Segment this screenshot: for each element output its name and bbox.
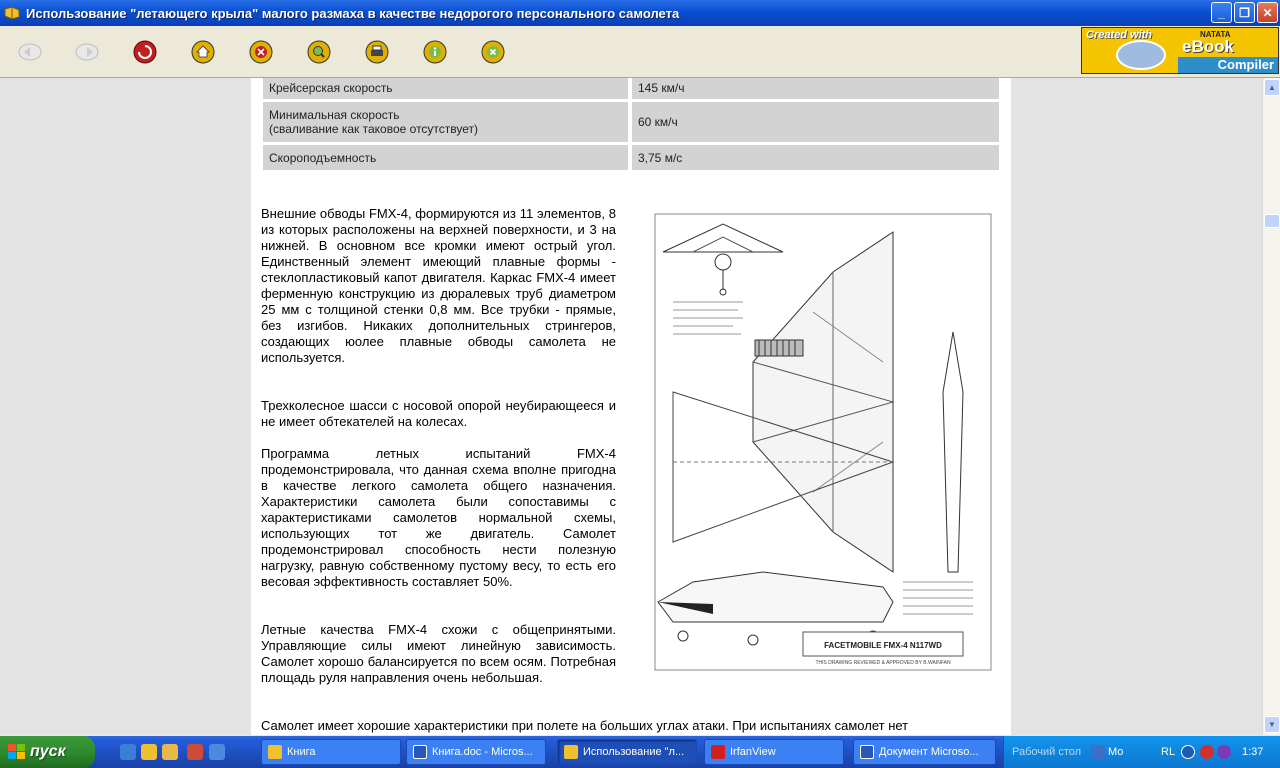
spec-row [263, 78, 999, 99]
clock: 1:37 [1242, 746, 1264, 758]
task-label: IrfanView [730, 746, 776, 758]
paragraph: Программа летных испытаний FMX-4 продемонстрировала, что данная схема вполне пригодна в качестве легкого самолета общего назначения. Характеристики самолета были сопоставимы с характеристиками самолетов нормальной схемы, использующих тот же двигатель. Самолет продемонстрировал способность нести полезную нагрузку, равную собственному пустому весу, то есть его весовая эффективность составляет 50%. [261, 446, 616, 589]
taskbar [0, 736, 1280, 768]
paragraph: Самолет имеет хорошие характеристики при полете на больших углах атаки. При испытаниях самолет нет [261, 718, 909, 733]
paragraph: Внешние обводы FMX-4, формируются из 11 элементов, 8 из которых расположены на верхней поверхности, и 3 на нижней. В основном все кромки имеют острый угол. Единственный элемент имеющий плавные формы - стеклопластиковый капот двигателя. Каркас FMX-4 имеет ферменную конструкцию из дюралевых труб диаметром 25 мм с толщиной стенки 0,8 мм. Все трубки - прямые, без изгибов. Никаких дополнительных стрингеров, создающих юолее плавные обводы самолета не используется. [261, 206, 616, 365]
back-icon[interactable] [18, 40, 42, 64]
scroll-thumb[interactable] [1264, 214, 1280, 228]
task-folder-kniga[interactable] [261, 739, 401, 765]
shutdown-icon[interactable] [133, 40, 157, 64]
start-label: пуск [30, 743, 66, 760]
spec-value: 60 км/ч [632, 102, 999, 142]
quicklaunch-folder-icon[interactable] [141, 744, 157, 760]
print-icon[interactable] [365, 40, 389, 64]
paragraph: Трехколесное шасси с носовой опорой неубирающееся и не имеет обтекателей на колесах. [261, 398, 616, 429]
drawing-subcaption: THIS DRAWING REVIEWED & APPROVED BY B.WAINFAN [815, 660, 951, 666]
task-label: Документ Microso... [879, 746, 979, 758]
vertical-scrollbar[interactable] [1262, 78, 1280, 735]
info-icon[interactable] [423, 40, 447, 64]
quicklaunch-explorer-icon[interactable] [162, 744, 178, 760]
scroll-down-button[interactable]: ▼ [1264, 716, 1280, 733]
word-icon [860, 745, 874, 759]
task-label: Использование "л... [583, 746, 685, 758]
system-tray [1003, 736, 1280, 768]
logo-brand-text: NATATA [1200, 30, 1231, 39]
task-ebook-active[interactable] [557, 739, 697, 765]
exit-icon[interactable] [481, 40, 505, 64]
window-title: Использование "летающего крыла" малого размаха в качестве недорогого персонального самолета [26, 5, 680, 21]
spec-label: Крейсерская скорость [263, 78, 628, 99]
spec-value: 145 км/ч [632, 78, 999, 99]
task-irfanview[interactable] [704, 739, 844, 765]
drawing-caption: FACETMOBILE FMX-4 N117WD [824, 641, 942, 650]
home-icon[interactable] [191, 40, 215, 64]
logo-created-text: Created with [1086, 29, 1153, 41]
task-word-document[interactable] [853, 739, 996, 765]
task-label: Книга [287, 746, 316, 758]
aircraft-drawing [653, 212, 993, 672]
spec-label [263, 102, 628, 142]
tray-volume-icon[interactable] [1217, 745, 1231, 759]
word-icon [413, 745, 427, 759]
tray-app-icon[interactable] [1200, 745, 1214, 759]
my-computer-icon[interactable] [1091, 745, 1105, 759]
task-word-kniga[interactable] [406, 739, 546, 765]
search-icon[interactable] [307, 40, 331, 64]
title-bar [0, 0, 1280, 26]
paragraph: Летные качества FMX-4 схожи с общепринятыми. Управляющие силы имеют линейную зависимость. Самолет хорошо балансируется по всем осям. Потребная площадь руля направления очень небольшая. [261, 622, 616, 685]
spec-label-line2: (сваливание как таковое отсутствует) [269, 122, 479, 136]
close-button[interactable]: ✕ [1257, 2, 1278, 23]
irfanview-icon [711, 745, 725, 759]
logo-compiler-text: Compiler [1178, 57, 1278, 73]
tray-arrow-icon[interactable] [1181, 745, 1195, 759]
ebook-compiler-logo[interactable] [1081, 27, 1279, 74]
spec-label-line1: Минимальная скорость [269, 108, 400, 122]
quicklaunch-ie-icon[interactable] [120, 744, 136, 760]
quicklaunch-browser-icon[interactable] [209, 744, 225, 760]
ebook-icon [564, 745, 578, 759]
disc-icon [1116, 40, 1166, 70]
maximize-button[interactable]: ❐ [1234, 2, 1255, 23]
my-toolbar-label[interactable]: Мо [1108, 746, 1124, 758]
quicklaunch-app-icon[interactable] [187, 744, 203, 760]
spec-row [263, 145, 999, 170]
windows-logo-icon [8, 744, 26, 760]
spec-row [263, 102, 999, 142]
stop-icon[interactable] [249, 40, 273, 64]
logo-product-text: eBook [1182, 37, 1234, 56]
minimize-button[interactable]: _ [1211, 2, 1232, 23]
ebook-app-icon [4, 5, 20, 21]
scroll-up-button[interactable]: ▲ [1264, 79, 1280, 96]
task-label: Книга.doc - Micros... [432, 746, 533, 758]
spec-value: 3,75 м/с [632, 145, 999, 170]
folder-icon [268, 745, 282, 759]
language-indicator[interactable]: RL [1161, 746, 1176, 758]
document-page [251, 78, 1011, 735]
spec-label: Скороподъемность [263, 145, 628, 170]
desktop-toolbar-label[interactable]: Рабочий стол [1012, 746, 1082, 758]
start-button[interactable] [0, 736, 95, 768]
toolbar [0, 26, 1280, 78]
forward-icon[interactable] [75, 40, 99, 64]
